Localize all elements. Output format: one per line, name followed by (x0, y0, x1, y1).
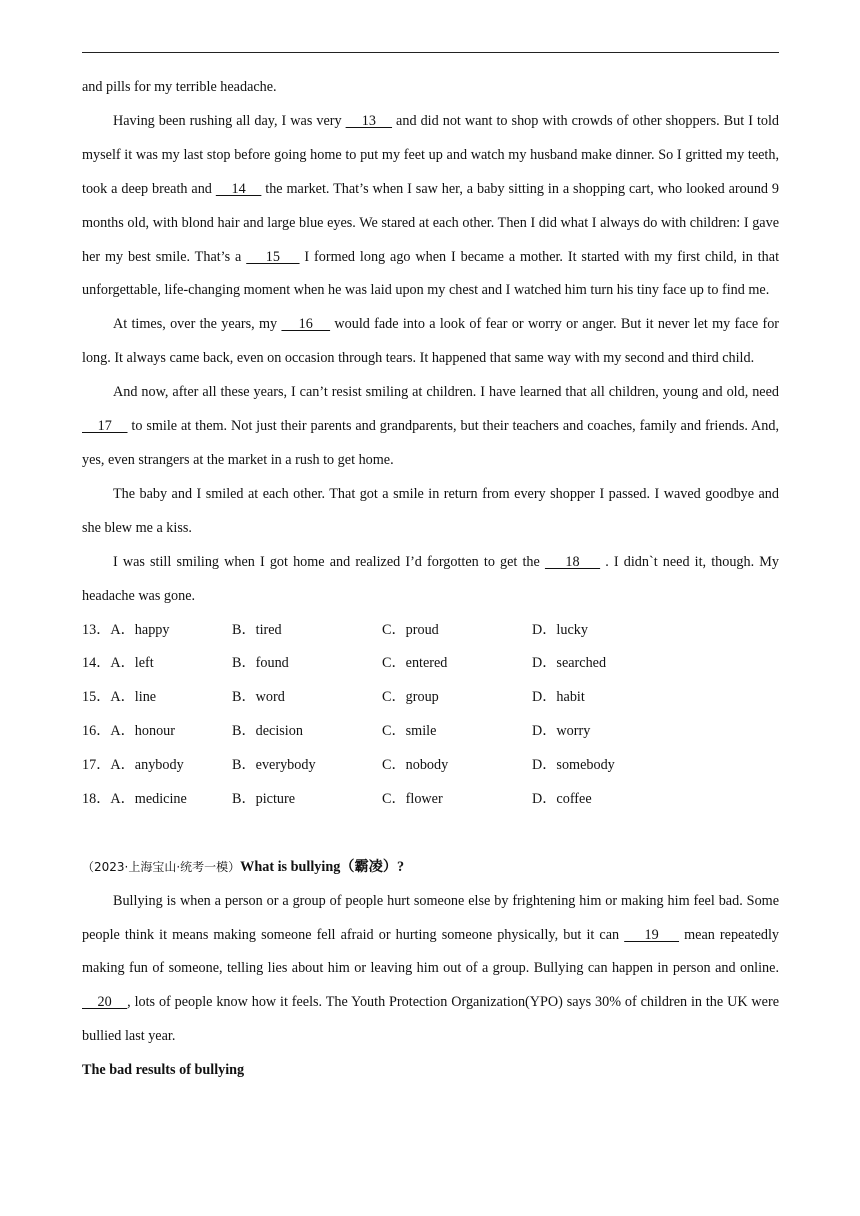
option-b[interactable]: B．picture (232, 790, 296, 807)
text: I was still smiling when I got home and realized I’d forgotten to get the (113, 553, 545, 570)
option-d[interactable]: D．searched (532, 655, 607, 672)
source-note: （2023·上海宝山·统考一模） (82, 859, 241, 874)
option-c[interactable]: C．smile (382, 723, 437, 740)
option-b[interactable]: B．decision (232, 723, 303, 740)
text: , lots of people know how it feels. The Youth Protection Organization(YPO) says 30% of children in the UK were bullied last year. (82, 994, 779, 1045)
blank-14: 14 (215, 180, 262, 197)
option-a[interactable]: 15．A．line (82, 689, 157, 706)
option-row-13 (82, 614, 779, 648)
blank-19: 19 (624, 926, 680, 943)
text: and did not want to shop with crowds of other shoppers. But I told myself it was my last stop before going home to put my feet up and watch my husband make dinner. So I gritted my teeth, took a deep breath and (82, 112, 780, 197)
option-d[interactable]: D．lucky (532, 621, 588, 638)
option-b[interactable]: B．tired (232, 621, 282, 638)
paragraph-0: and pills for my terrible headache. (82, 79, 277, 95)
option-d[interactable]: D．habit (532, 689, 585, 706)
option-c[interactable]: C．group (382, 689, 439, 706)
blank-18: 18 (544, 553, 601, 570)
option-row-18 (82, 783, 779, 817)
blank-17: 17 (82, 418, 128, 435)
options-list (82, 614, 779, 817)
option-c[interactable]: C．proud (382, 621, 439, 638)
passage-2-paragraph-1 (82, 885, 779, 1055)
text: At times, over the years, my (113, 316, 282, 333)
header-rule (82, 52, 779, 53)
blank-16: 16 (281, 316, 331, 333)
blank-20: 20 (82, 994, 128, 1011)
option-b[interactable]: B．word (232, 689, 285, 706)
text: mean repeatedly making fun of someone, telling lies about him or leaving him out of a group. Bullying can happen in person and online. (82, 926, 779, 977)
option-c[interactable]: C．flower (382, 790, 443, 807)
option-c[interactable]: C．nobody (382, 757, 449, 774)
option-row-16 (82, 715, 779, 749)
option-a[interactable]: 14．A．left (82, 655, 154, 672)
text: And now, after all these years, I can’t resist smiling at children. I have learned that all children, young and old, need (113, 384, 779, 401)
text: to smile at them. Not just their parents and grandparents, but their teachers and coaches, family and friends. And, yes, even strangers at the market in a rush to get home. (82, 418, 780, 468)
option-a[interactable]: 18．A．medicine (82, 790, 187, 807)
passage-title: What is bullying（霸凌）? (240, 858, 405, 875)
text: Having been rushing all day, I was very (113, 112, 346, 129)
paragraph-1 (82, 105, 779, 308)
option-d[interactable]: D．worry (532, 723, 591, 740)
paragraph-3 (82, 376, 779, 478)
paragraph-4: The baby and I smiled at each other. That got a smile in return from every shopper I passed. I waved goodbye and she blew me a kiss. (82, 485, 779, 536)
section-subheading: The bad results of bullying (82, 1062, 245, 1079)
text: the market. That’s when I saw her, a baby sitting in a shopping cart, who looked around 9 months old, with blond hair and large blue eyes. We stared at each other. Then I did what I always do with children: I gave her my best smile. That’s a (82, 180, 780, 265)
option-row-14 (82, 647, 779, 681)
option-row-17 (82, 749, 779, 783)
option-b[interactable]: B．everybody (232, 757, 316, 774)
option-a[interactable]: 16．A．honour (82, 723, 176, 740)
paragraph-2 (82, 308, 779, 376)
option-row-15 (82, 681, 779, 715)
option-d[interactable]: D．somebody (532, 757, 615, 774)
option-c[interactable]: C．entered (382, 655, 448, 672)
option-a[interactable]: 13．A．happy (82, 621, 170, 638)
spacer (82, 817, 779, 851)
text: I formed long ago when I became a mother. It started with my first child, in that unforgettable, life-changing moment when he was laid upon my chest and I watched him turn his tiny face up to find me. (82, 248, 780, 299)
text: . I didn`t need it, though. My headache was gone. (82, 553, 779, 604)
text: Bullying is when a person or a group of people hurt someone else by frightening him or making him feel bad. Some people think it means making someone fell afraid or hurting someone physically, but it can (82, 892, 779, 943)
option-a[interactable]: 17．A．anybody (82, 757, 184, 774)
blank-15: 15 (246, 248, 300, 265)
blank-13: 13 (345, 112, 393, 129)
text: would fade into a look of fear or worry or anger. But it never let my face for long. It always came back, even on occasion through tears. It happened that same way with my second and third child. (82, 316, 780, 367)
option-b[interactable]: B．found (232, 655, 289, 672)
paragraph-5 (82, 546, 779, 614)
option-d[interactable]: D．coffee (532, 790, 592, 807)
passage-2-heading (82, 851, 779, 885)
content (82, 71, 779, 1088)
